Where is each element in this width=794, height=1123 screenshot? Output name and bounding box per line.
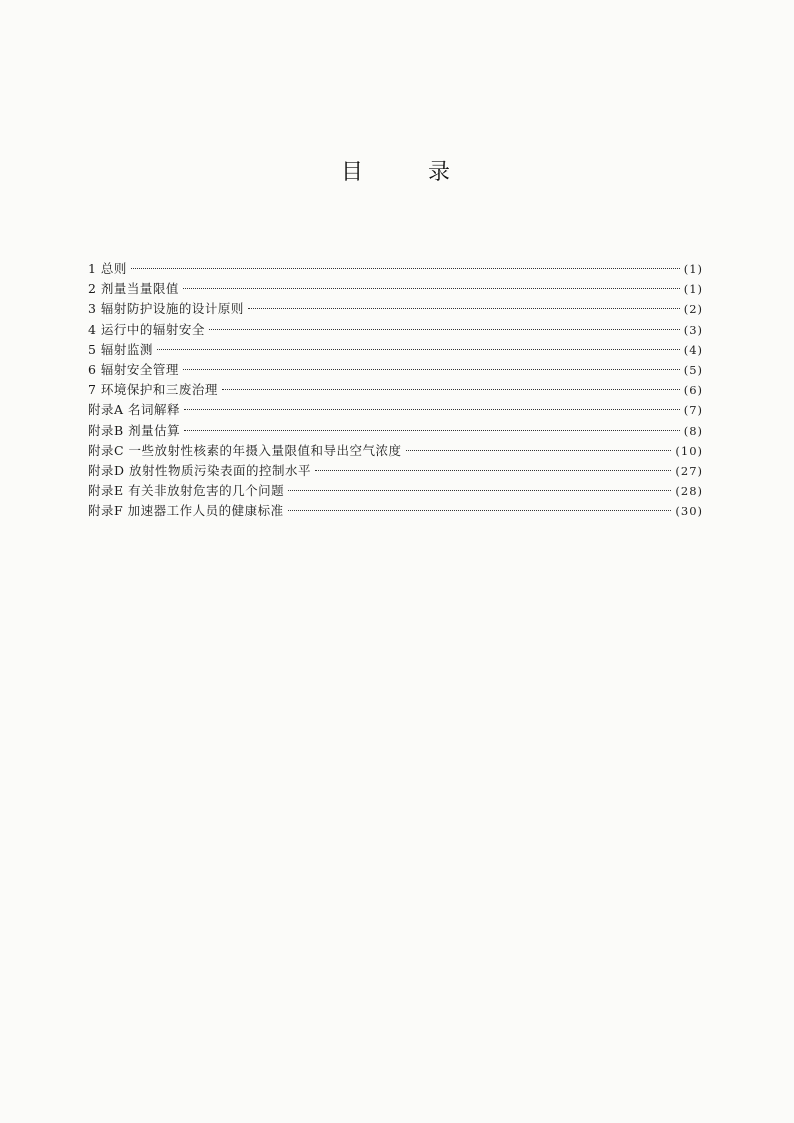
toc-leader-dots bbox=[315, 470, 671, 471]
toc-entry-label: 4 运行中的辐射安全 bbox=[88, 321, 205, 337]
toc-entry-appendix-b[interactable] bbox=[88, 421, 703, 441]
toc-entry-page: (5) bbox=[683, 362, 703, 377]
toc-leader-dots bbox=[406, 450, 672, 451]
toc-entry-label: 附录F 加速器工作人员的健康标准 bbox=[88, 503, 284, 519]
title-char-right: 录 bbox=[428, 160, 451, 185]
toc-entry-page: (6) bbox=[683, 383, 703, 398]
toc-entry-4[interactable] bbox=[88, 320, 703, 340]
toc-entry-page: (8) bbox=[683, 423, 703, 438]
toc-entry-page: (3) bbox=[683, 322, 703, 337]
toc-leader-dots bbox=[183, 369, 680, 370]
toc-entry-page: (1) bbox=[683, 282, 703, 297]
toc-leader-dots bbox=[209, 329, 680, 330]
toc-entry-appendix-c[interactable] bbox=[88, 441, 703, 461]
toc-entry-2[interactable] bbox=[88, 279, 703, 299]
toc-entry-page: (10) bbox=[675, 443, 703, 458]
toc-entry-appendix-d[interactable] bbox=[88, 461, 703, 481]
toc-leader-dots bbox=[131, 268, 680, 269]
toc-entry-label: 附录A 名词解释 bbox=[88, 402, 181, 418]
toc-leader-dots bbox=[183, 288, 680, 289]
toc-entry-label: 6 辐射安全管理 bbox=[88, 361, 179, 377]
toc-entry-appendix-f[interactable] bbox=[88, 501, 703, 521]
toc-entry-label: 附录C 一些放射性核素的年摄入量限值和导出空气浓度 bbox=[88, 442, 402, 458]
toc-entry-label: 附录B 剂量估算 bbox=[88, 422, 181, 438]
toc-leader-dots bbox=[288, 510, 672, 511]
toc-entry-label: 7 环境保护和三废治理 bbox=[88, 382, 218, 398]
toc-entry-label: 1 总则 bbox=[88, 261, 127, 276]
toc-entry-7[interactable] bbox=[88, 380, 703, 400]
toc-entry-page: (27) bbox=[675, 463, 703, 478]
toc-entry-page: (2) bbox=[683, 302, 703, 317]
toc-entry-page: (28) bbox=[675, 484, 703, 499]
toc-entry-page: (7) bbox=[683, 403, 703, 418]
toc-entry-page: (4) bbox=[683, 342, 703, 357]
toc-entry-label: 2 剂量当量限值 bbox=[88, 281, 179, 297]
toc-entry-6[interactable] bbox=[88, 360, 703, 380]
toc-leader-dots bbox=[184, 430, 680, 431]
toc-leader-dots bbox=[157, 349, 680, 350]
title-char-left: 目 bbox=[341, 160, 364, 185]
toc-entry-1[interactable] bbox=[88, 259, 703, 279]
toc-entry-appendix-e[interactable] bbox=[88, 481, 703, 501]
toc-entry-label: 附录E 有关非放射危害的几个问题 bbox=[88, 483, 285, 499]
toc-entry-5[interactable] bbox=[88, 340, 703, 360]
table-of-contents bbox=[88, 259, 703, 521]
page-title bbox=[0, 160, 794, 190]
toc-entry-page: (1) bbox=[683, 262, 703, 276]
toc-leader-dots bbox=[222, 389, 680, 390]
toc-leader-dots bbox=[248, 308, 680, 309]
toc-entry-label: 附录D 放射性物质污染表面的控制水平 bbox=[88, 462, 311, 478]
toc-entry-label: 3 辐射防护设施的设计原则 bbox=[88, 301, 244, 317]
toc-entry-page: (30) bbox=[675, 504, 703, 519]
toc-leader-dots bbox=[184, 409, 680, 410]
toc-leader-dots bbox=[288, 490, 671, 491]
toc-entry-appendix-a[interactable] bbox=[88, 400, 703, 420]
toc-entry-label: 5 辐射监测 bbox=[88, 341, 153, 357]
toc-entry-3[interactable] bbox=[88, 299, 703, 319]
